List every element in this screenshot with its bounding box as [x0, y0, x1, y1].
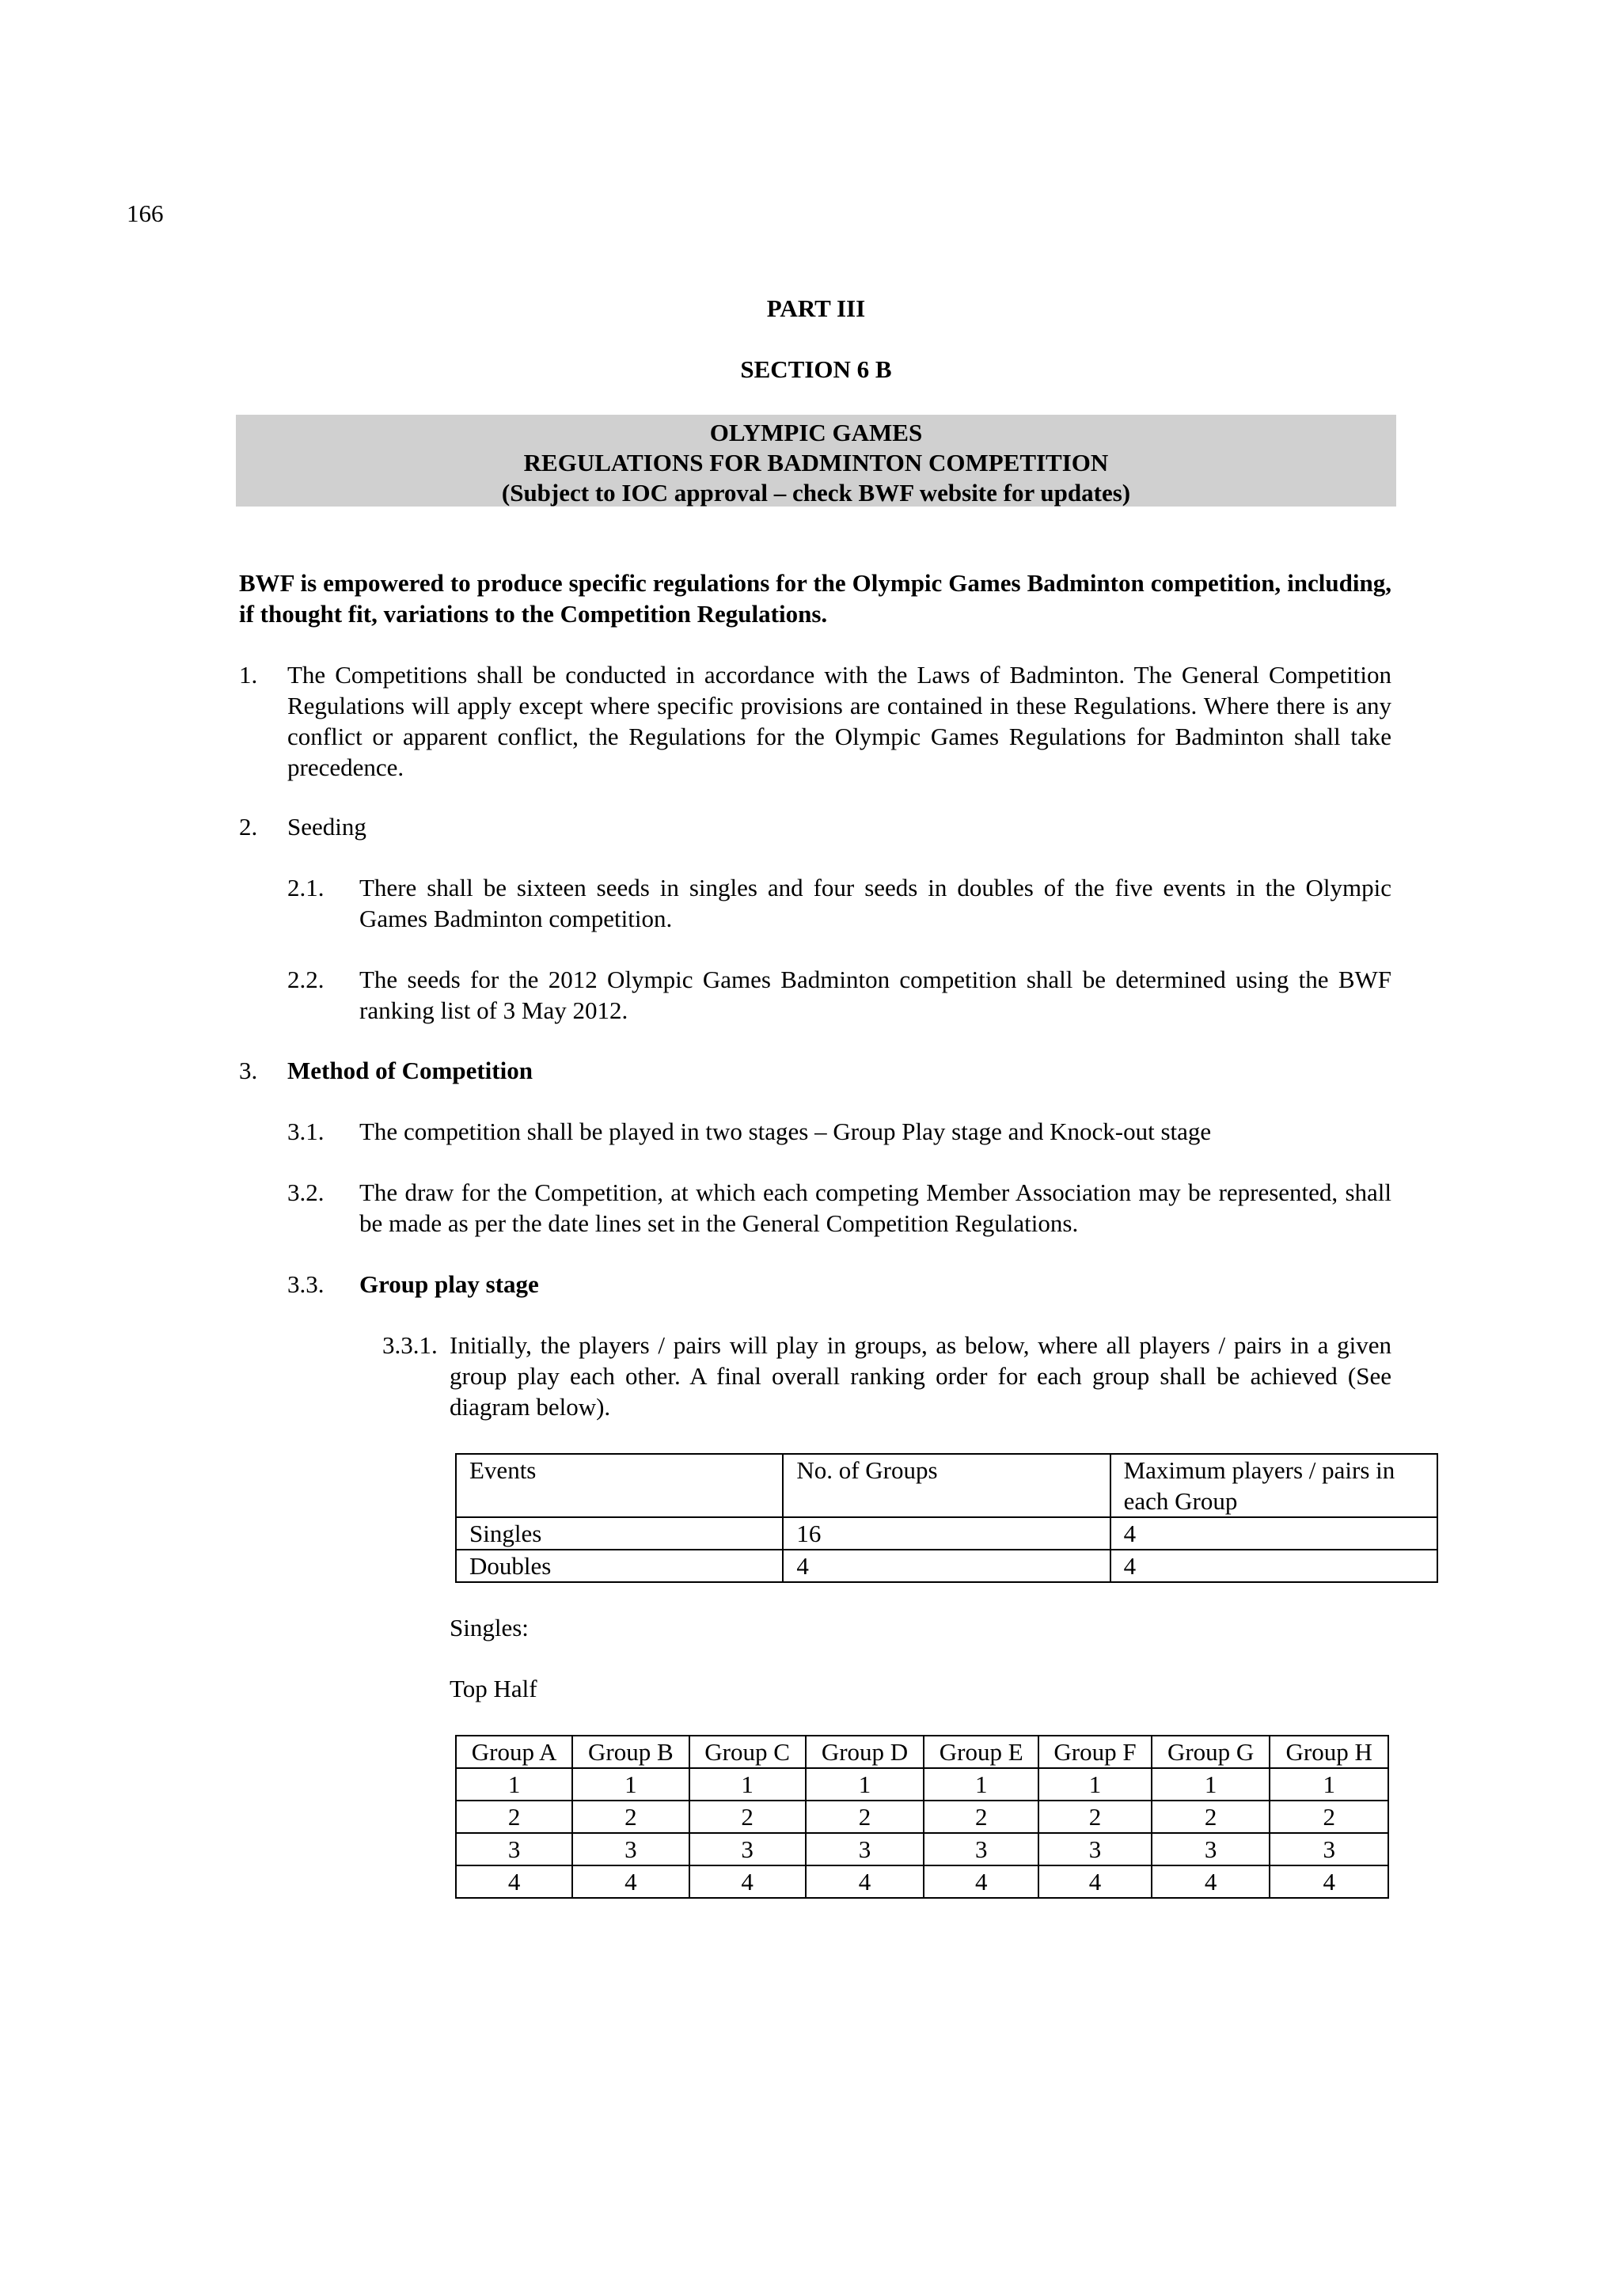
item-3-2-text: The draw for the Competition, at which each competing Member Association may be represented, shall be made as per the date lines set in the General Competition Regulations. [359, 1178, 1391, 1237]
title-line-2: REGULATIONS FOR BADMINTON COMPETITION [523, 449, 1109, 476]
table-cell: Doubles [456, 1550, 783, 1582]
group-header: Group E [924, 1736, 1038, 1768]
item-2-title: Seeding [287, 813, 366, 841]
table-cell: 4 [456, 1865, 572, 1898]
group-header: Group G [1152, 1736, 1270, 1768]
table-cell: 4 [924, 1865, 1038, 1898]
table-row [456, 1865, 1388, 1898]
table-row [456, 1736, 1388, 1768]
table-cell: 3 [689, 1833, 806, 1865]
item-3-3-title: Group play stage [359, 1270, 539, 1298]
events-header-groups: No. of Groups [783, 1454, 1110, 1517]
table-cell: 4 [1038, 1865, 1152, 1898]
group-header: Group B [572, 1736, 689, 1768]
table-row [456, 1833, 1388, 1865]
table-cell: 3 [1038, 1833, 1152, 1865]
group-header: Group A [456, 1736, 572, 1768]
item-2-2-text: The seeds for the 2012 Olympic Games Badminton competition shall be determined using the BWF ranking list of 3 May 2012. [359, 966, 1391, 1024]
table-cell: 3 [456, 1833, 572, 1865]
item-3-1-number: 3.1. [287, 1118, 325, 1145]
item-3-3-number: 3.3. [287, 1270, 325, 1298]
item-3-title: Method of Competition [287, 1057, 533, 1084]
table-row [456, 1454, 1437, 1517]
item-3-1-text: The competition shall be played in two stages – Group Play stage and Knock-out stage [359, 1118, 1212, 1145]
title-line-1: OLYMPIC GAMES [709, 419, 923, 446]
table-cell: 3 [572, 1833, 689, 1865]
table-row [456, 1801, 1388, 1833]
table-cell: 1 [1038, 1768, 1152, 1801]
intro-paragraph: BWF is empowered to produce specific regulations for the Olympic Games Badminton competition, including, if thought fit, variations to the Competition Regulations. [239, 569, 1391, 628]
table-cell: 4 [1152, 1865, 1270, 1898]
table-cell: 4 [572, 1865, 689, 1898]
events-header-max: Maximum players / pairs in each Group [1110, 1454, 1437, 1517]
item-2-number: 2. [239, 813, 258, 841]
table-cell: 3 [1270, 1833, 1388, 1865]
table-cell: 1 [572, 1768, 689, 1801]
table-cell: 4 [1110, 1550, 1437, 1582]
table-cell: 4 [689, 1865, 806, 1898]
table-cell: 1 [456, 1768, 572, 1801]
table-cell: 2 [572, 1801, 689, 1833]
table-cell: 4 [1270, 1865, 1388, 1898]
item-2-2-number: 2.2. [287, 966, 325, 993]
group-header: Group C [689, 1736, 806, 1768]
section-heading: SECTION 6 B [740, 355, 892, 383]
item-2-1-text: There shall be sixteen seeds in singles and four seeds in doubles of the five events in the Olympic Games Badminton competition. [359, 874, 1391, 932]
singles-label: Singles: [450, 1614, 529, 1641]
table-cell: 1 [1270, 1768, 1388, 1801]
table-cell: 1 [1152, 1768, 1270, 1801]
table-cell: 1 [924, 1768, 1038, 1801]
table-row [456, 1550, 1437, 1582]
item-2-1-number: 2.1. [287, 874, 325, 901]
table-cell: 3 [924, 1833, 1038, 1865]
item-3-2-number: 3.2. [287, 1178, 325, 1206]
title-box [236, 415, 1396, 507]
table-cell: 4 [783, 1550, 1110, 1582]
table-cell: 4 [806, 1865, 924, 1898]
table-cell: 16 [783, 1517, 1110, 1550]
item-3-3-1-text: Initially, the players / pairs will play in groups, as below, where all players / pairs in a given group play each other. A final overall ranking order for each group shall be achieved (See diagram below). [450, 1331, 1391, 1421]
table-cell: 2 [1038, 1801, 1152, 1833]
events-header-events: Events [456, 1454, 783, 1517]
part-heading: PART III [766, 294, 866, 322]
table-cell: 4 [1110, 1517, 1437, 1550]
item-3-3-1-number: 3.3.1. [382, 1331, 438, 1359]
events-table [455, 1453, 1438, 1583]
table-cell: 2 [1270, 1801, 1388, 1833]
table-cell: 2 [924, 1801, 1038, 1833]
group-header: Group H [1270, 1736, 1388, 1768]
table-cell: 2 [456, 1801, 572, 1833]
group-header: Group F [1038, 1736, 1152, 1768]
table-cell: 2 [1152, 1801, 1270, 1833]
table-cell: 1 [806, 1768, 924, 1801]
table-cell: 2 [689, 1801, 806, 1833]
top-half-label: Top Half [450, 1675, 537, 1702]
table-cell: 2 [806, 1801, 924, 1833]
item-1-text: The Competitions shall be conducted in accordance with the Laws of Badminton. The General Competition Regulations will apply except where specific provisions are contained in these Regulations. Where there is any conflict or apparent conflict, the Regulations for the Olympic Games Regulations for Badminton shall take precedence. [287, 661, 1391, 781]
table-cell: 1 [689, 1768, 806, 1801]
table-cell: 3 [1152, 1833, 1270, 1865]
group-header: Group D [806, 1736, 924, 1768]
item-1-number: 1. [239, 661, 258, 689]
groups-table [455, 1735, 1389, 1899]
table-cell: 3 [806, 1833, 924, 1865]
item-3-number: 3. [239, 1057, 258, 1084]
table-row [456, 1517, 1437, 1550]
table-row [456, 1768, 1388, 1801]
table-cell: Singles [456, 1517, 783, 1550]
title-line-3: (Subject to IOC approval – check BWF website for updates) [501, 479, 1131, 507]
page-number: 166 [127, 199, 164, 227]
